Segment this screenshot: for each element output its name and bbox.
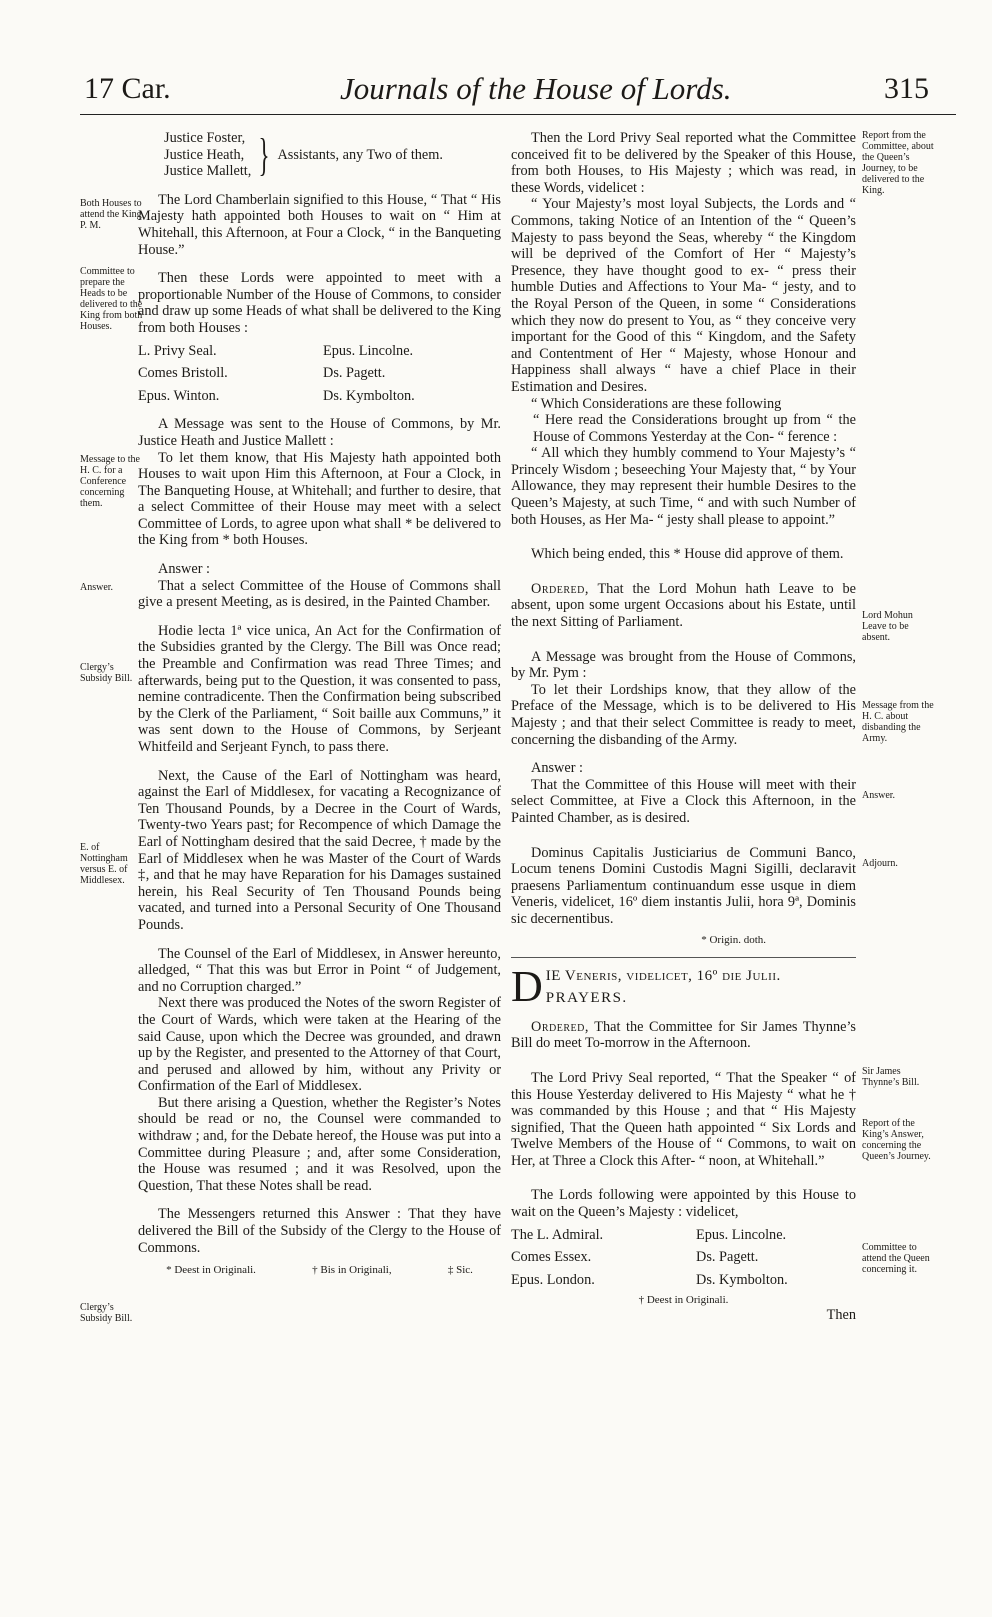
margin-note-message-disbanding: Message from the H. C. about disbanding the Army. — [862, 700, 934, 744]
assistant-name: Justice Foster, — [164, 130, 246, 146]
margin-note-committee-queen: Committee to attend the Queen concerning it. — [862, 1242, 930, 1275]
margin-note-both-houses: Both Houses to attend the King P. M. — [80, 198, 142, 231]
para-lord-chamberlain: The Lord Chamberlain signified to this House, “ That “ His Majesty hath appointed both Houses to wait on “ Him at Whitehall, this Afternoon, at Four a Clock, “ in the Banqueting House.” — [138, 191, 501, 258]
catchword: Then — [826, 1307, 856, 1324]
lord-name: The L. Admiral. — [511, 1226, 604, 1243]
lord-name: Comes Bristoll. — [138, 365, 228, 382]
footnote: * Deest in Originali. — [166, 1264, 256, 1277]
para-let-them-know: To let them know, that His Majesty hath appointed both Houses to wait upon Him this Afternoon, at Four a Clock, in The Banqueting House, at Whitehall; and further to desire, that a select Committee of their House may meet with a select Committee of Lords, to agree upon what shall * be delivered to the King from * both Houses. — [138, 449, 501, 549]
para-register-notes: Next there was produced the Notes of the sworn Register of the Court of Wards, which were taken at the Hearing of the said Cause, upon which the Decree was grounded, and drawn up by the Register, and presented to the Attorney of that Court, and perused and allowed by him, without any Privity or Confirmation of the Earl of Middlesex. — [138, 995, 501, 1095]
para-nottingham-cause: Next, the Cause of the Earl of Nottingham was heard, against the Earl of Middlesex, for vacating a Recognizance of Ten Thousand Pounds, by a Decree in the Court of Wards, Twenty-two Years past; for Recompence of which Damage the Earl of Nottingham desired that the said Decree, † made by the Earl of Middlesex when he was Master of the Court of Wards ‡, and that he may have Reparation for his Damages sustained herein, his Real Security of Ten Thousand Pounds being vacated, and turned into a Personal Security of One Thousand Pounds. — [138, 767, 501, 933]
margin-note-kings-answer: Report of the King’s Answer, concerning the Queen’s Journey. — [862, 1118, 931, 1162]
para-lords-appointed: Then these Lords were appointed to meet with a proportionable Number of the House of Commons, to consider and draw up some Heads of what shall be delivered to the King from both Houses : — [138, 270, 501, 336]
margin-note-report-committee: Report from the Committee, about the Queen’s Journey, to be delivered to the King. — [862, 130, 934, 196]
para-question-arising: But there arising a Question, whether the Register’s Notes should be read or no, the Counsel were commanded to withdraw ; and, for the Debate hereof, the House was put into a Committee during Pleasure ; and, after some Consideration, the House was resumed ; and it was Resolved, upon the Question, That these Notes shall be read. — [138, 1094, 501, 1194]
section-divider — [511, 957, 856, 958]
para-here-read: “ Here read the Considerations brought up from “ the House of Commons Yesterday at the Con- “ ference : — [533, 412, 856, 445]
para-privy-seal-report: Then the Lord Privy Seal reported what the Committee conceived fit to be delivered by the Speaker of this House, from both Houses, to His Majesty ; which was read, in these Words, videlicet : — [511, 130, 856, 196]
footnote: ‡ Sic. — [447, 1264, 473, 1277]
ordered-label: Ordered, — [531, 580, 589, 597]
para-address-text: “ Your Majesty’s most loyal Subjects, the Lords and “ Commons, taking Notice of an Intention of the “ Queen’s Majesty to pass beyond the Seas, whereby “ the Kingdom will be deprived of the Comfort of Her “ Majesty’s Presence, they have thought good to ex- “ press their humble Duties and Affections to Your Ma- “ jesty, and to the Royal Person of the Queen, in some “ Considerations which they now do present to You, as “ they conceive very important for the Good of this “ Kingdom, and the Safety and Contentment of Her “ Majesty, whose Honour and Happiness shall always “ have a chief Place in their Estimation and Desires. — [511, 196, 856, 395]
lords-list-queen — [511, 1227, 856, 1289]
para-ordered-mohun — [511, 581, 856, 631]
page-title: Journals of the House of Lords. — [340, 71, 732, 106]
lord-name: Ds. Kymbolton. — [323, 387, 415, 404]
header-rule — [80, 114, 956, 115]
answer-label-right: Answer : — [531, 760, 584, 777]
left-footnotes — [138, 1264, 501, 1277]
drop-cap: D — [511, 967, 543, 1007]
lords-list — [138, 343, 501, 405]
page-number: 315 — [884, 72, 929, 105]
brace-glyph: } — [258, 128, 270, 180]
para-messengers-returned: The Messengers returned this Answer : That they have delivered the Bill of the Subsidy of the Clergy to the House of Commons. — [138, 1206, 501, 1256]
right-column — [511, 130, 856, 1324]
lord-name: Epus. Lincolne. — [323, 342, 414, 359]
answer-label: Answer : — [158, 561, 211, 578]
para-answer: That a select Committee of the House of Commons shall give a present Meeting, as is desired, in the Painted Chamber. — [138, 577, 501, 611]
para-lords-following: The Lords following were appointed by this House to wait on the Queen’s Majesty : videlicet, — [511, 1187, 856, 1221]
para-message-brought: A Message was brought from the House of Commons, by Mr. Pym : — [511, 648, 856, 682]
footnote-origin: * Origin. doth. — [701, 933, 766, 946]
para-which-being-ended: Which being ended, this * House did approve of them. — [531, 546, 844, 563]
ordered-label: Ordered, — [531, 1018, 589, 1035]
para-ordered-thynne — [511, 1019, 856, 1052]
assistants-list — [164, 130, 501, 180]
day-heading-text: IE Veneris, videlicet, 16º die Julii. — [545, 967, 781, 984]
lord-name: Epus. Winton. — [138, 387, 220, 404]
para-let-lordships-know: To let their Lordships know, that they allow of the Preface of the Message, which is to be delivered to His Majesty ; and that their select Committee is ready to meet, concerning the disbanding of the Army. — [511, 681, 856, 748]
lord-name: Epus. Lincolne. — [696, 1226, 787, 1243]
assistant-name: Justice Heath, — [164, 146, 245, 163]
margin-note-clergy-bill: Clergy’s Subsidy Bill. — [80, 662, 133, 684]
margin-note-message-hc: Message to the H. C. for a Conference concerning them. — [80, 454, 140, 509]
para-answer-right: That the Committee of this House will meet with their select Committee, at Five a Clock this Afternoon, in the Painted Chamber, as is desired. — [511, 776, 856, 826]
lord-name: Ds. Pagett. — [696, 1249, 759, 1266]
day-heading — [511, 968, 856, 1007]
para-clergy-act: Hodie lecta 1ª vice unica, An Act for the Confirmation of the Subsidies granted by the Clergy. The Bill was Once read; the Preamble and Confirmation was read Three Times; and afterwards, being put to the Question, it was consented to pass, nemine contradicente. Then the Confirmation being subscribed by the Clerk of the Parliament, “ Soit baille aux Communs,” it was sent down to the House of Commons, by Serjeant Whitfeild and Serjeant Fynch, to pass there. — [138, 622, 501, 755]
lord-name: Comes Essex. — [511, 1249, 592, 1266]
margin-note-nottingham-middlesex: E. of Nottingham versus E. of Middlesex. — [80, 842, 128, 886]
ordered-text: That the Lord Mohun hath Leave to be absent, upon some urgent Occasions about his Estate, until the next Sitting of Parliament. — [511, 580, 856, 631]
lord-name: Ds. Kymbolton. — [696, 1271, 788, 1288]
para-considerations: “ Which Considerations are these following — [531, 395, 782, 412]
margin-note-thynne-bill: Sir James Thynne’s Bill. — [862, 1066, 920, 1088]
para-counsel-middlesex: The Counsel of the Earl of Middlesex, in Answer hereunto, alledged, “ That this was but Error in Point “ of Judgement, and no Corruption charged.” — [138, 945, 501, 995]
para-all-which: “ All which they humbly commend to Your Majesty’s “ Princely Wisdom ; beseeching Your Majesty that, “ by Your Allowance, they may represent their humble Desires to the Queen’s Majesty, at such Time, “ and with such Number of both Houses, as Her Ma- “ jesty shall please to appoint.” — [511, 445, 856, 528]
para-message-sent: A Message was sent to the House of Commons, by Mr. Justice Heath and Justice Mallett : — [138, 416, 501, 449]
lord-name: Ds. Pagett. — [323, 365, 386, 382]
margin-note-adjourn: Adjourn. — [862, 858, 898, 869]
margin-note-committee-heads: Committee to prepare the Heads to be delivered to the King from both Houses. — [80, 266, 143, 332]
prayers-heading: PRAYERS. — [545, 990, 628, 1007]
margin-note-clergy-bill-2: Clergy’s Subsidy Bill. — [80, 1302, 133, 1324]
margin-note-answer: Answer. — [80, 582, 114, 593]
regnal-year-header: 17 Car. — [84, 72, 171, 105]
footnote: † Bis in Originali, — [312, 1264, 392, 1277]
assistant-name: Justice Mallett, — [164, 163, 252, 180]
para-privy-seal-reported: The Lord Privy Seal reported, “ That the Speaker “ of this House Yesterday delivered to His Majesty “ what he † was commanded by this House ; and that “ His Majesty signified, That the Queen hath appointed “ Six Lords and Twelve Members of the House of “ Commons, to wait on Her, at Three a Clock this After- “ noon, at Whitehall.” — [511, 1069, 856, 1169]
assistants-label: Assistants, any Two of them. — [277, 146, 443, 163]
ordered-text: That the Committee for Sir James Thynne’s Bill do meet To-morrow in the Afternoon. — [511, 1018, 856, 1052]
left-column — [138, 130, 501, 1277]
lord-name: L. Privy Seal. — [138, 342, 217, 359]
footnote-deest: † Deest in Originali. — [638, 1294, 729, 1307]
para-adjournment: Dominus Capitalis Justiciarius de Communi Banco, Locum tenens Domini Custodis Magni Sigilli, declaravit praesens Parliamentum continuandum esse usque in diem Veneris, videlicet, 16º diem instantis Julii, hora 9ª, Dominis sic decernentibus. — [511, 844, 856, 927]
margin-note-mohun: Lord Mohun Leave to be absent. — [862, 610, 913, 643]
margin-note-answer-right: Answer. — [862, 790, 896, 801]
lord-name: Epus. London. — [511, 1271, 595, 1288]
